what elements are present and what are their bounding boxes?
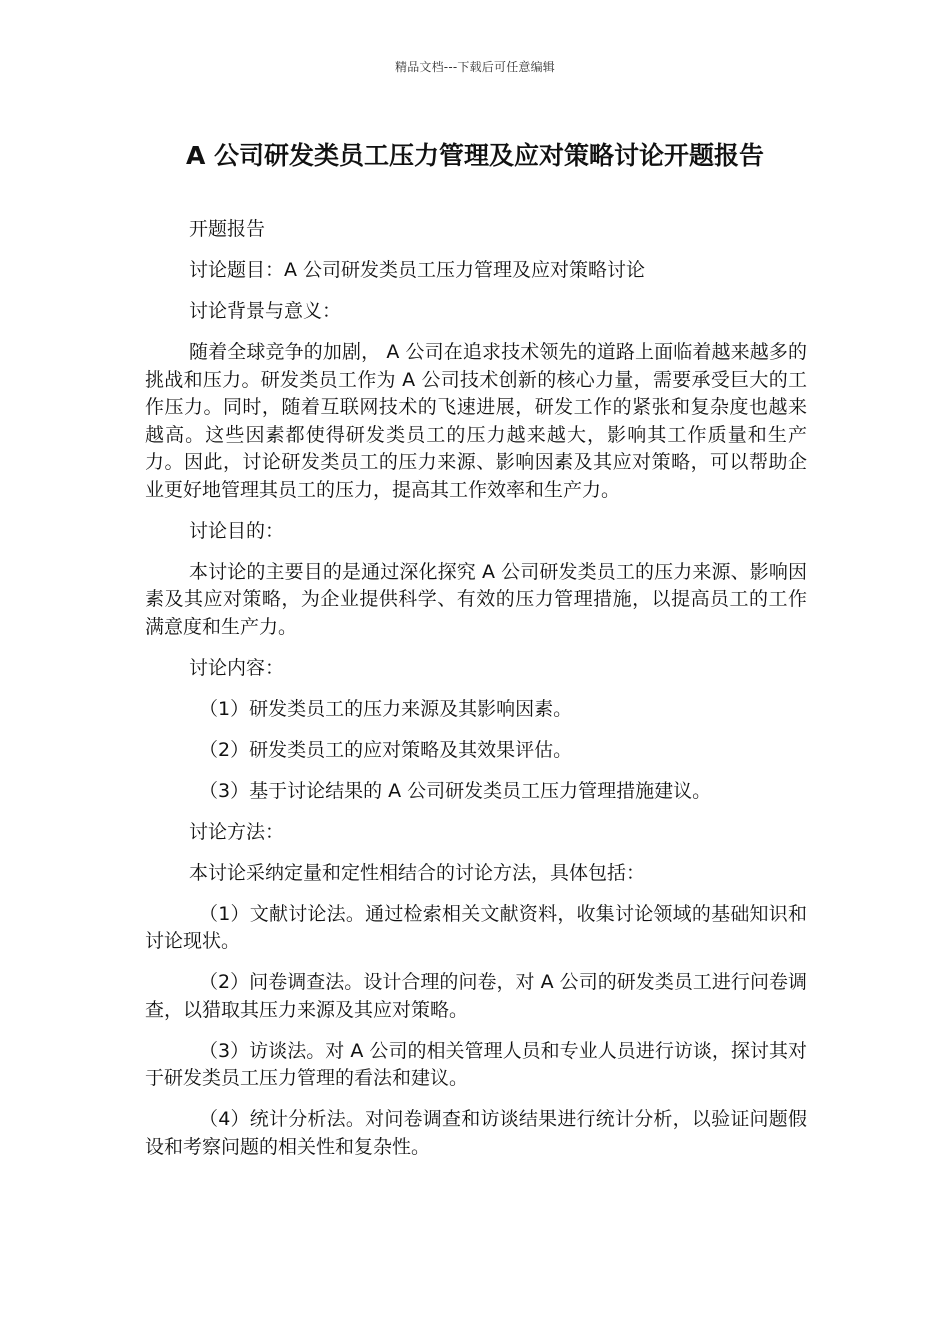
paragraph-report-label: 开题报告 xyxy=(189,218,266,240)
document-title: A 公司研发类员工压力管理及应对策略讨论开题报告 xyxy=(185,141,765,170)
heading-method: 讨论方法： xyxy=(189,820,285,843)
document-body xyxy=(145,216,807,1175)
method-item-3: （3）访谈法。对 A 公司的相关管理人员和专业人员进行访谈，探讨其对于研发类员工压力管理的看法和建议。 xyxy=(145,1039,807,1089)
method-item-1: （1）文献讨论法。通过检索相关文献资料，收集讨论领域的基础知识和讨论现状。 xyxy=(145,902,807,952)
content-item-1: （1）研发类员工的压力来源及其影响因素。 xyxy=(199,697,573,720)
content-item-2: （2）研发类员工的应对策略及其效果评估。 xyxy=(199,738,573,761)
paragraph-topic: 讨论题目：A 公司研发类员工压力管理及应对策略讨论 xyxy=(189,259,646,281)
method-item-2: （2）问卷调查法。设计合理的问卷，对 A 公司的研发类员工进行问卷调查，以猎取其压力来源及其应对策略。 xyxy=(145,971,807,1021)
heading-background: 讨论背景与意义： xyxy=(189,300,342,322)
heading-purpose: 讨论目的： xyxy=(189,519,285,542)
paragraph-method-intro: 本讨论采纳定量和定性相结合的讨论方法，具体包括： xyxy=(189,861,646,884)
paragraph-background: 随着全球竞争的加剧， A 公司在追求技术领先的道路上面临着越来越多的挑战和压力。研发类员工作为 A 公司技术创新的核心力量，需要承受巨大的工作压力。同时，随着互联网技术的飞速进展，研发工作的紧张和复杂度也越来越高。这些因素都使得研发类员工的压力越来越大，影响其工作质量和生产力。因此，讨论研发类员工的压力来源、影响因素及其应对策略，可以帮助企业更好地管理其员工的压力，提高其工作效率和生产力。 xyxy=(145,341,807,501)
heading-content: 讨论内容： xyxy=(189,656,285,679)
method-item-4: （4）统计分析法。对问卷调查和访谈结果进行统计分析，以验证问题假设和考察问题的相关性和复杂性。 xyxy=(145,1108,807,1158)
paragraph-purpose: 本讨论的主要目的是通过深化探究 A 公司研发类员工的压力来源、影响因素及其应对策略，为企业提供科学、有效的压力管理措施，以提高员工的工作满意度和生产力。 xyxy=(145,560,807,638)
header-note: 精品文档---下载后可任意编辑 xyxy=(395,60,555,74)
content-item-3: （3）基于讨论结果的 A 公司研发类员工压力管理措施建议。 xyxy=(199,779,712,802)
